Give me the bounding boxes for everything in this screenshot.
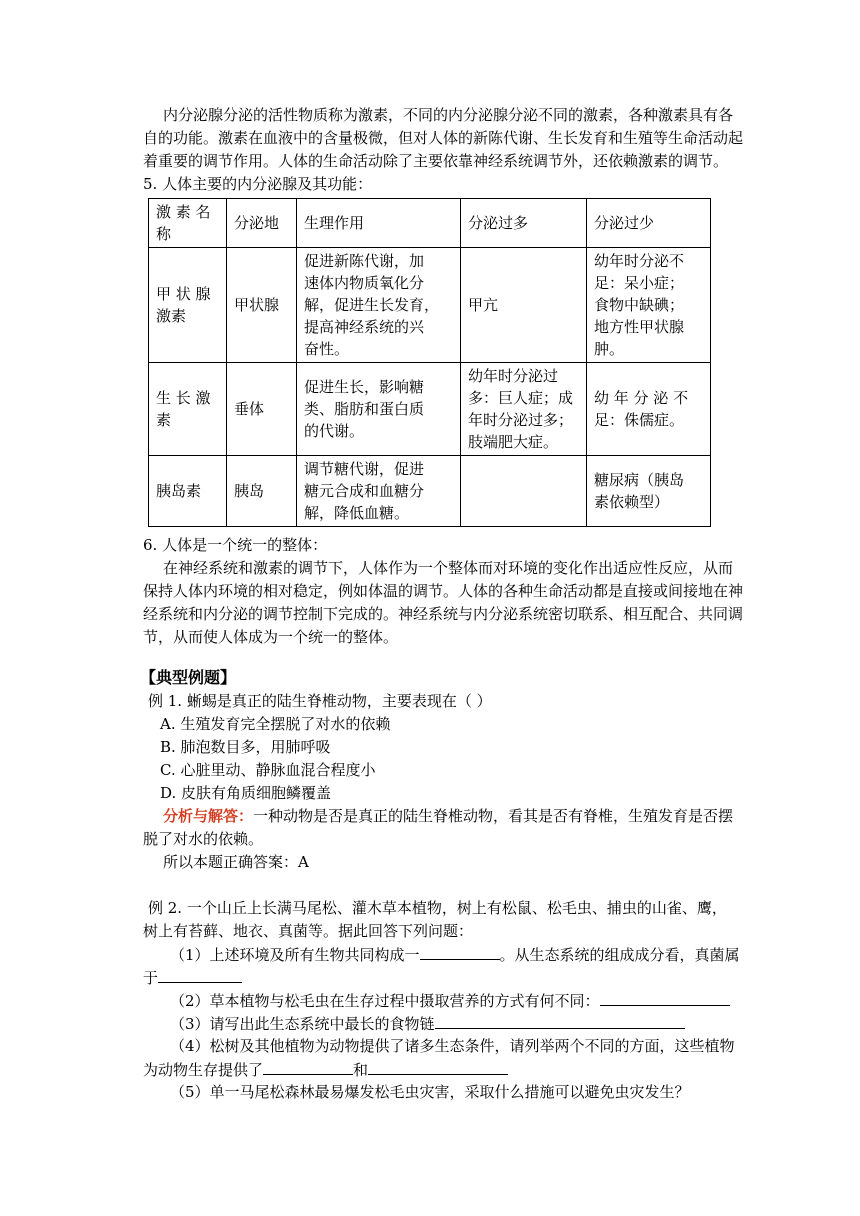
question-3: （3）请写出此生态系统中最长的食物链 xyxy=(170,1012,685,1035)
cell-deficiency: 糖尿病（胰岛 素依赖型） xyxy=(587,456,711,527)
intro-line-1: 内分泌腺分泌的活性物质称为激素，不同的内分泌腺分泌不同的激素，各种激素具有各 xyxy=(163,106,734,124)
cell-function: 促进新陈代谢，加 速体内物质氧化分 解，促进生长发育， 提高神经系统的兴 奋性。 xyxy=(297,248,461,363)
header-secretion-site: 分泌地 xyxy=(227,199,297,248)
item-6-line-4: 节，从而使人体成为一个统一的整体。 xyxy=(143,628,399,646)
question-4-cont: 为动物生存提供了 和 xyxy=(143,1058,508,1081)
example-1-analysis-cont: 脱了对水的依赖。 xyxy=(143,830,264,848)
section-heading: 【典型例题】 xyxy=(140,668,237,687)
analysis-text: 一种动物是否是真正的陆生脊椎动物，看其是否有脊椎，生殖发育是否摆 xyxy=(253,807,734,825)
table-row xyxy=(149,248,711,363)
table-row xyxy=(149,363,711,456)
analysis-label: 分析与解答： xyxy=(163,807,254,825)
item-6-line-2: 保持人体内环境的相对稳定，例如体温的调节。人体的各种生命活动都是直接或间接地在神 xyxy=(143,582,744,600)
table-row xyxy=(149,456,711,527)
question-1-cont: 于 xyxy=(143,966,242,989)
cell-deficiency: 幼 年 分 泌 不 足：侏儒症。 xyxy=(587,363,711,456)
example-2-stem-1: 例 2. 一个山丘上长满马尾松、灌木草本植物，树上有松鼠、松毛虫、捕虫的山雀、鹰， xyxy=(148,899,727,917)
cell-excess: 甲亢 xyxy=(461,248,587,363)
cell-site: 胰岛 xyxy=(227,456,297,527)
cell-hormone: 生 长 激 素 xyxy=(149,363,227,456)
example-1-question: 例 1. 蜥蜴是真正的陆生脊椎动物，主要表现在（ ） xyxy=(148,692,492,710)
answer-blank[interactable] xyxy=(158,966,242,983)
example-1-answer: 所以本题正确答案：A xyxy=(163,853,309,871)
cell-function: 促进生长，影响糖 类、脂肪和蛋白质 的代谢。 xyxy=(297,363,461,456)
question-5: （5）单一马尾松森林最易爆发松毛虫灾害，采取什么措施可以避免虫灾发生？ xyxy=(170,1083,690,1101)
example-2-stem-2: 树上有苔藓、地衣、真菌等。据此回答下列问题： xyxy=(143,922,474,940)
item-6-line-3: 经系统和内分泌的调节控制下完成的。神经系统与内分泌系统密切联系、相互配合、共同调 xyxy=(143,605,744,623)
header-hormone-name: 激 素 名 称 xyxy=(149,199,227,248)
item-5-title: 5. 人体主要的内分泌腺及其功能： xyxy=(143,175,373,193)
cell-excess xyxy=(461,456,587,527)
item-6-title: 6. 人体是一个统一的整体： xyxy=(143,536,328,554)
intro-line-2: 自的功能。激素在血液中的含量极微，但对人体的新陈代谢、生长发育和生殖等生命活动起 xyxy=(143,129,744,147)
cell-site: 甲状腺 xyxy=(227,248,297,363)
header-deficiency: 分泌过少 xyxy=(587,199,711,248)
example-1-option-d: D. 皮肤有角质细胞鳞覆盖 xyxy=(160,784,332,802)
answer-blank[interactable] xyxy=(368,1058,508,1075)
example-1-option-c: C. 心脏里动、静脉血混合程度小 xyxy=(160,761,376,779)
table-header-row xyxy=(149,199,711,248)
header-function: 生理作用 xyxy=(297,199,461,248)
question-1: （1）上述环境及所有生物共同构成一 。从生态系统的组成成分看，真菌属 xyxy=(170,943,740,966)
cell-hormone: 胰岛素 xyxy=(149,456,227,527)
question-2: （2）草本植物与松毛虫在生存过程中摄取营养的方式有何不同： xyxy=(170,989,730,1012)
cell-function: 调节糖代谢，促进 糖元合成和血糖分 解，降低血糖。 xyxy=(297,456,461,527)
answer-blank[interactable] xyxy=(435,1012,685,1029)
answer-blank[interactable] xyxy=(263,1058,353,1075)
question-4: （4）松树及其他植物为动物提供了诸多生态条件，请列举两个不同的方面，这些植物 xyxy=(170,1037,735,1055)
example-1-option-b: B. 肺泡数目多，用肺呼吸 xyxy=(160,738,331,756)
answer-blank[interactable] xyxy=(420,943,500,960)
cell-site: 垂体 xyxy=(227,363,297,456)
cell-deficiency: 幼年时分泌不 足：呆小症； 食物中缺碘； 地方性甲状腺 肿。 xyxy=(587,248,711,363)
cell-hormone: 甲 状 腺 激素 xyxy=(149,248,227,363)
intro-line-3: 着重要的调节作用。人体的生命活动除了主要依靠神经系统调节外，还依赖激素的调节。 xyxy=(143,152,729,170)
example-1-analysis xyxy=(163,805,733,827)
example-1-option-a: A. 生殖发育完全摆脱了对水的依赖 xyxy=(160,715,391,733)
cell-excess: 幼年时分泌过 多：巨人症；成 年时分泌过多； 肢端肥大症。 xyxy=(461,363,587,456)
answer-blank[interactable] xyxy=(600,989,730,1006)
header-excess: 分泌过多 xyxy=(461,199,587,248)
item-6-line-1: 在神经系统和激素的调节下，人体作为一个整体而对环境的变化作出适应性反应，从而 xyxy=(163,559,734,577)
hormone-table xyxy=(148,198,711,527)
